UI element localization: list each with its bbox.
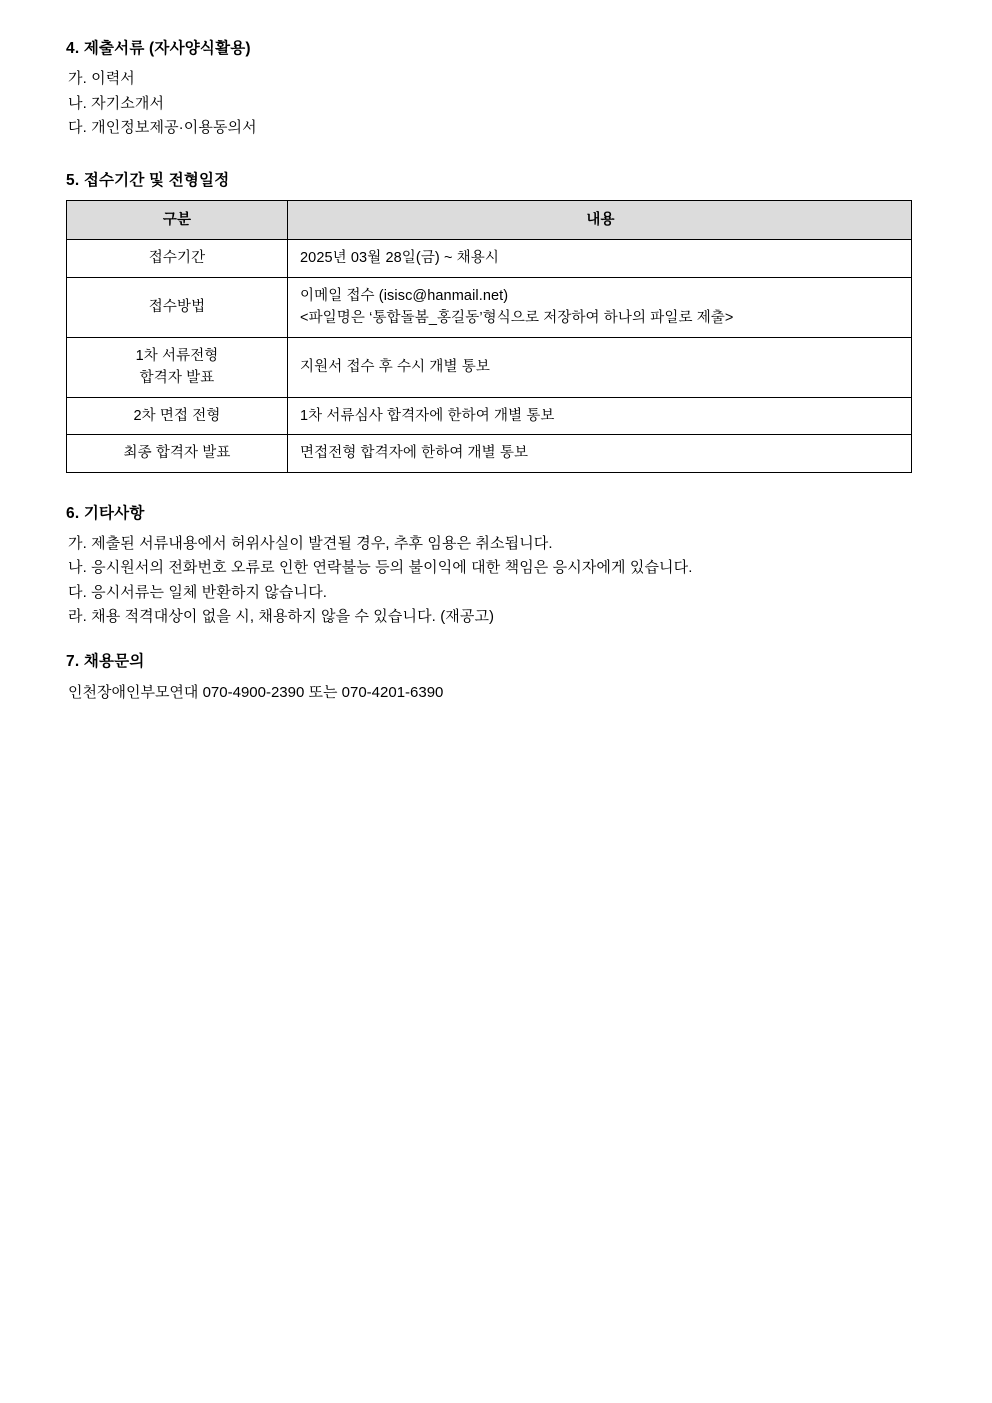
table-row bbox=[67, 337, 912, 397]
table-header-row bbox=[67, 200, 912, 239]
table-row bbox=[67, 397, 912, 434]
section-6-item-1: 가. 제출된 서류내용에서 허위사실이 발견될 경우, 추후 임용은 취소됩니다. bbox=[68, 535, 553, 553]
row-label-second-interview: 2차 면접 전형 bbox=[67, 397, 288, 434]
column-header-content: 내용 bbox=[288, 200, 912, 239]
row-content-final-result: 면접전형 합격자에 한하여 개별 통보 bbox=[288, 435, 912, 472]
table-row bbox=[67, 277, 912, 337]
section-submission-documents bbox=[66, 38, 926, 140]
section-schedule bbox=[66, 170, 926, 472]
section-7-title: 7. 채용문의 bbox=[66, 653, 145, 671]
column-header-category: 구분 bbox=[67, 200, 288, 239]
spacer bbox=[66, 629, 926, 651]
row-label-first-screening bbox=[67, 337, 288, 397]
row-content-application-period: 2025년 03월 28일(금) ~ 채용시 bbox=[288, 240, 912, 277]
spacer bbox=[66, 140, 926, 170]
schedule-table-head bbox=[67, 200, 912, 239]
section-4-item-3: 다. 개인정보제공·이용동의서 bbox=[68, 119, 257, 137]
application-method-line-2: <파일명은 ‘통합돌봄_홍길동’형식으로 저장하여 하나의 파일로 제출> bbox=[300, 310, 734, 327]
row-content-second-interview: 1차 서류심사 합격자에 한하여 개별 통보 bbox=[288, 397, 912, 434]
row-label-final-result: 최종 합격자 발표 bbox=[67, 435, 288, 472]
section-4-item-1: 가. 이력서 bbox=[68, 70, 135, 88]
row-content-first-screening: 지원서 접수 후 수시 개별 통보 bbox=[288, 337, 912, 397]
section-other-notes bbox=[66, 503, 926, 630]
table-row bbox=[67, 435, 912, 472]
section-6-item-4: 라. 채용 적격대상이 없을 시, 채용하지 않을 수 있습니다. (재공고) bbox=[68, 607, 495, 625]
schedule-table-body bbox=[67, 240, 912, 472]
row-label-application-period: 접수기간 bbox=[67, 240, 288, 277]
spacer bbox=[66, 473, 926, 503]
table-row bbox=[67, 240, 912, 277]
section-6-item-2: 나. 응시원서의 전화번호 오류로 인한 연락불능 등의 불이익에 대한 책임은 응시자에게 있습니다. bbox=[68, 559, 693, 577]
section-contact bbox=[66, 651, 926, 704]
section-5-title: 5. 접수기간 및 전형일정 bbox=[66, 172, 230, 190]
row-label-application-method: 접수방법 bbox=[67, 277, 288, 337]
row-content-application-method bbox=[288, 277, 912, 337]
section-6-title: 6. 기타사항 bbox=[66, 504, 145, 522]
section-6-item-3: 다. 응시서류는 일체 반환하지 않습니다. bbox=[68, 583, 328, 601]
contact-info: 인천장애인부모연대 070-4900-2390 또는 070-4201-6390 bbox=[68, 683, 444, 701]
schedule-table bbox=[66, 200, 912, 473]
first-screening-label-line-1: 1차 서류전형 bbox=[135, 347, 219, 364]
application-method-line-1: 이메일 접수 (isisc@hanmail.net) bbox=[300, 287, 509, 304]
section-4-item-2: 나. 자기소개서 bbox=[68, 94, 165, 112]
first-screening-label-line-2: 합격자 발표 bbox=[139, 370, 215, 387]
section-4-title: 4. 제출서류 (자사양식활용) bbox=[66, 40, 251, 57]
